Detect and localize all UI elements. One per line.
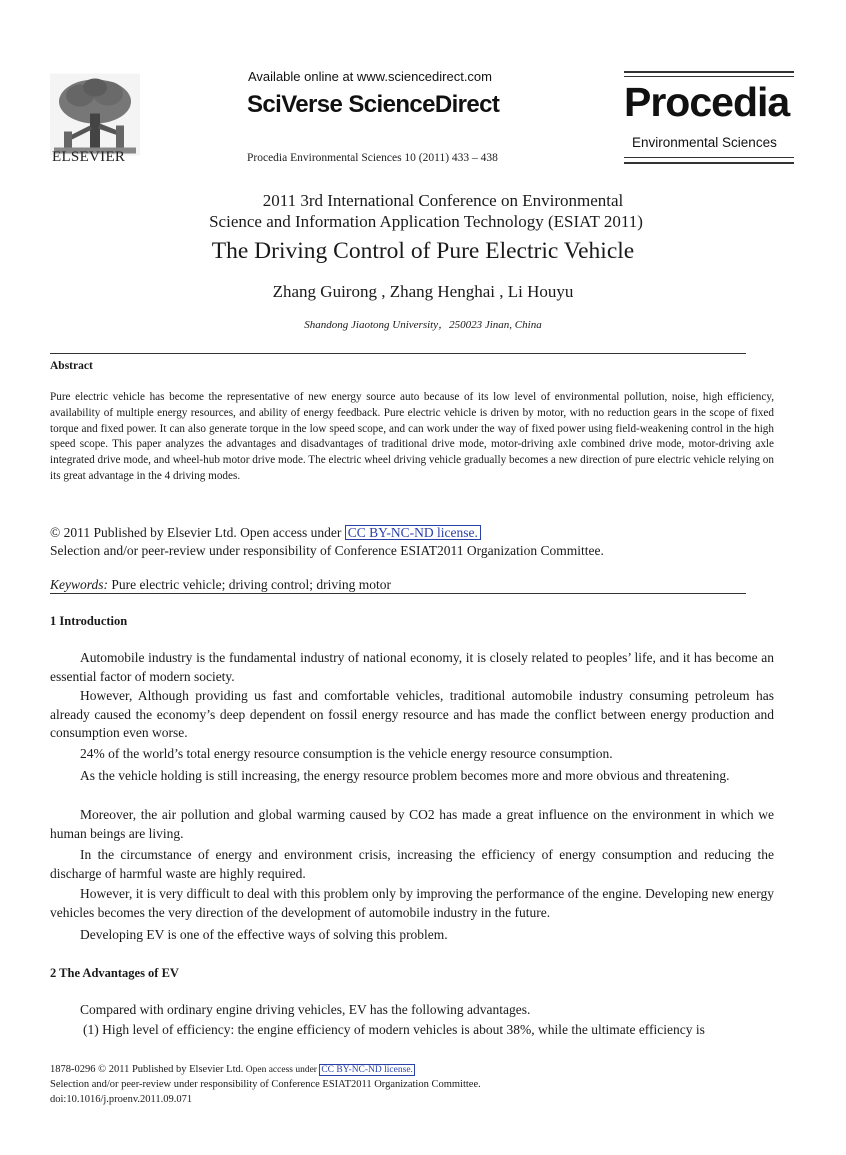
conference-line-2: Science and Information Application Technology (ESIAT 2011) — [209, 212, 643, 231]
abstract-body: Pure electric vehicle has become the representative of new energy source auto because of its low level of environmental pollution, noise, high efficiency, availability of multiple energy resources, and ability of energy feedback. Pure electric vehicle is driven by motor, with no reduction gears in the scope of fixed torque and fixed power. It can also generate torque in the low speed scope, and can work under the way of fixed power using field-weakening control in the high speed scope. This paper analyzes the advantages and disadvantages of traditional drive mode, motor-driving axle combined drive mode, motor-driving axle integrated drive mode, and wheel-hub motor drive mode. The electric wheel driving vehicle gradually becomes a new direction of pure electric vehicle relying on its great advantage in the 4 driving modes. — [50, 391, 774, 482]
available-online-link[interactable]: Available online at www.sciencedirect.com — [248, 69, 492, 84]
conference-line-1: 2011 3rd International Conference on Environmental — [262, 191, 624, 210]
intro-paragraph: However, it is very difficult to deal with this problem only by improving the performance of the engine. Developing new energy vehicles becomes the very direction of the development of automobile industry in the future. — [50, 886, 774, 920]
elsevier-wordmark: ELSEVIER — [52, 149, 126, 165]
intro-paragraph: Moreover, the air pollution and global warming caused by CO2 has made a great influence on the environment in which we human beings are living. — [50, 807, 774, 841]
intro-paragraph: Automobile industry is the fundamental industry of national economy, it is closely related to peoples’ life, and it has become an essential factor of modern society. — [50, 650, 774, 684]
keywords — [50, 577, 391, 593]
keywords-label: Keywords: — [50, 577, 108, 592]
footer-issn-line — [50, 1064, 415, 1076]
footer-selection: Selection and/or peer-review under responsibility of Conference ESIAT2011 Organization Committee. — [50, 1079, 481, 1090]
copyright-text: © 2011 Published by Elsevier Ltd. Open access under — [50, 525, 345, 540]
section-heading-introduction: 1 Introduction — [50, 614, 128, 628]
intro-paragraph: As the vehicle holding is still increasing, the energy resource problem becomes more and more obvious and threatening. — [80, 768, 730, 783]
intro-paragraph: However, Although providing us fast and comfortable vehicles, traditional automobile industry consuming petroleum has already caused the economy’s deep dependent on fossil energy resource and has made the conflict between energy production and consumption even worse. — [50, 688, 774, 740]
procedia-rule-bottom-thin — [624, 157, 794, 158]
selection-statement: Selection and/or peer-review under responsibility of Conference ESIAT2011 Organization Committee. — [50, 543, 604, 558]
procedia-rule-bottom — [624, 162, 794, 164]
intro-paragraph: 24% of the world’s total energy resource consumption is the vehicle energy resource consumption. — [80, 746, 613, 761]
keywords-bottom-rule — [50, 593, 746, 594]
journal-reference: Procedia Environmental Sciences 10 (2011) 433 – 438 — [247, 152, 498, 164]
procedia-rule-top — [624, 71, 794, 73]
footer-doi[interactable]: doi:10.1016/j.proenv.2011.09.071 — [50, 1094, 193, 1105]
keywords-text: Pure electric vehicle; driving control; driving motor — [108, 577, 392, 592]
procedia-subtitle: Environmental Sciences — [632, 135, 777, 150]
procedia-rule-top-thin — [624, 76, 794, 77]
authors: Zhang Guirong , Zhang Henghai , Li Houyu — [272, 282, 574, 301]
intro-paragraph: Developing EV is one of the effective ways of solving this problem. — [80, 927, 448, 942]
advantages-paragraph: Compared with ordinary engine driving vehicles, EV has the following advantages. — [80, 1002, 531, 1017]
copyright-line — [50, 525, 481, 541]
procedia-logo: Procedia — [624, 79, 790, 125]
sciverse-sciencedirect-logo: SciVerse ScienceDirect — [247, 91, 500, 118]
abstract-top-rule — [50, 353, 746, 354]
paper-title: The Driving Control of Pure Electric Vehicle — [211, 238, 635, 264]
affiliation: Shandong Jiaotong University，250023 Jinan, China — [304, 319, 542, 331]
footer-issn: 1878-0296 © 2011 Published by Elsevier Ltd. — [50, 1064, 244, 1075]
abstract-heading: Abstract — [50, 360, 93, 372]
advantages-paragraph: (1) High level of efficiency: the engine efficiency of modern vehicles is about 38%, while the ultimate efficiency is — [83, 1022, 705, 1037]
footer-open-access: Open access under — [243, 1065, 320, 1075]
section-heading-advantages: 2 The Advantages of EV — [50, 966, 179, 980]
license-link[interactable]: CC BY-NC-ND license. — [345, 525, 481, 540]
footer-license-link[interactable]: CC BY-NC-ND license. — [321, 1065, 413, 1075]
intro-paragraph: In the circumstance of energy and environment crisis, increasing the efficiency of energy consumption and reducing the discharge of harmful waste are highly required. — [50, 847, 774, 881]
